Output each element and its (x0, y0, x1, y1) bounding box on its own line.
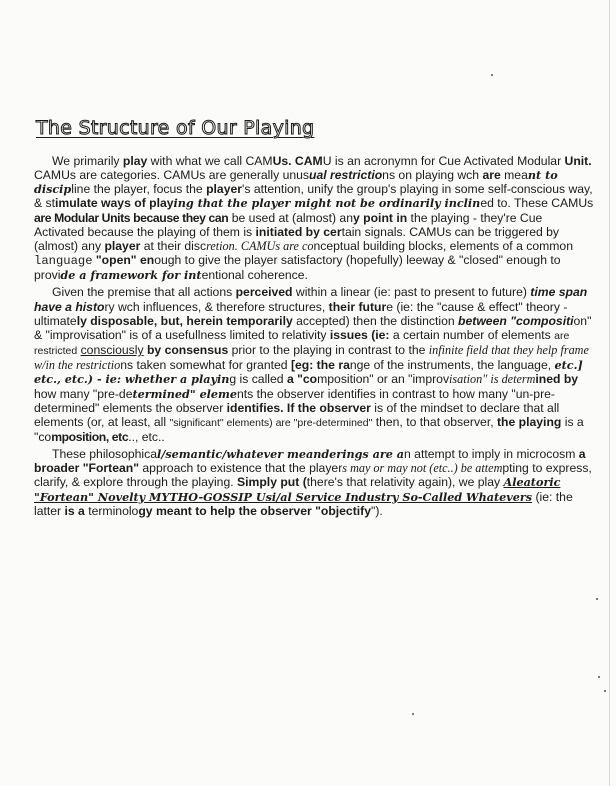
text-run: prior to the playing in contrast to the (228, 343, 429, 358)
text-run: are (482, 168, 501, 183)
text-run: player (206, 182, 243, 197)
text-run: imulate ways of play (55, 196, 174, 211)
text-run: be used at (almost) an (228, 210, 353, 225)
text-run: is of the mindset to declare that all elements (or, at least, all (34, 400, 560, 429)
text-run: tain signals. CAMUs can be triggered by (almost) any (34, 224, 560, 253)
text-run: is a (64, 503, 85, 518)
text-run: ly disposable, but, herein temporarily (76, 313, 293, 328)
text-run: Given the premise that all actions (52, 285, 236, 300)
text-run: initiated by cer (255, 224, 342, 239)
text-run: Aleatoric "Fortean" Novelty MYTHO-GOSSIP Usi/al Service Industry So-Called Whatevers (34, 475, 561, 504)
text-run: g is called (229, 372, 287, 387)
text-run: .., etc.. (128, 429, 165, 444)
text-run: are Modular Units because they can (34, 210, 229, 225)
text-run: l/semantic/whatever meanderings are a (157, 447, 405, 462)
text-run: by consensus (143, 343, 229, 358)
text-run: Us. CAM (272, 154, 323, 168)
text-run: We primarily (52, 154, 123, 168)
text-run: with what we call CAM (147, 154, 273, 168)
text-run: how many "pre-de (34, 386, 133, 401)
text-run: [eg: the ra (290, 358, 350, 373)
paragraph-premise (34, 285, 594, 444)
text-run: terminolo (84, 503, 139, 518)
text-run: a "co (286, 372, 318, 387)
text-run: Simply put ( (237, 475, 307, 490)
text-run: U is an acronymn for Cue Activated Modular (322, 154, 565, 168)
text-run: nge of the instruments, the language, (349, 358, 555, 373)
text-run: etc.] etc., etc.) - ie: whether a playin (34, 358, 583, 387)
text-run: the playing - they're Cue Activated because the playing of them is (34, 210, 543, 239)
text-run: mposition" or an "improv (317, 372, 450, 387)
scan-edge-line (609, 0, 610, 786)
text-run: line the player, focus the (71, 182, 207, 197)
text-run: Unit. (564, 154, 592, 168)
text-run: These philosophica (52, 447, 158, 462)
text-run: is a "co (34, 414, 584, 444)
text-run: 's attention, unify the group's playing in some self-conscious way, & st (34, 182, 593, 211)
text-run: within a linear (ie: past to present to future) (292, 285, 531, 300)
text-run: (ie: the latter (34, 489, 573, 518)
text-run: e (ie: the "cause & effect" theory - ultimate (34, 299, 568, 328)
text-run: time span have a histo (34, 285, 588, 314)
text-run: nt to discip (34, 168, 558, 197)
paragraph-camus (34, 154, 594, 282)
text-run: then, to that observer, (372, 414, 497, 429)
text-run: ed to. These CAMUs (480, 196, 594, 211)
text-run: ual restrictio (309, 168, 383, 183)
text-run: nts the observer identifies in contrast to how many "un-pre-determined" elements the observer (34, 386, 555, 415)
text-run: entional coherence. (201, 268, 308, 283)
text-run: identifies. If the observer (226, 400, 371, 415)
text-run: player (104, 238, 141, 253)
text-run: ined by (535, 372, 579, 387)
text-run: are restricted (34, 329, 570, 358)
scan-speck (596, 598, 598, 600)
text-run: ough to give the player satisfactory (hopefully) leeway & "closed" enough to provi (34, 253, 561, 283)
text-run: ry wch influences, & therefore structures, (104, 299, 329, 314)
scan-speck (491, 74, 493, 76)
scan-speck (604, 690, 606, 692)
paragraph-fortean (34, 447, 594, 518)
text-run: retion. CAMUs are co (206, 238, 314, 253)
text-run: gy meant to help the observer "objectify (138, 503, 371, 518)
text-run: accepted) then the distinction (292, 313, 459, 328)
text-run: y point in (353, 210, 408, 225)
text-run: ing that the player might not be ordinarily inclin (173, 196, 481, 211)
text-run: there's that relativity again), we play (306, 475, 504, 490)
page-title: The Structure of Our Playing (36, 117, 315, 139)
text-run: the playing (497, 414, 562, 429)
text-run: play (122, 154, 148, 168)
text-run: n attempt to imply in microcosm (404, 447, 579, 462)
text-run: consciously (80, 343, 144, 358)
text-run: their futur (328, 299, 387, 314)
text-run: CAMUs are categories. CAMUs are generally unus (34, 168, 310, 183)
text-run: mea (500, 168, 528, 183)
text-run: pting to express, clarify, & explore through the playing. (34, 461, 592, 490)
text-run: approach to existence that the player (139, 461, 343, 476)
text-run: isation" is determ (449, 372, 536, 387)
text-run: "significant" elements) are "pre-determined" (169, 416, 373, 429)
text-run: on" & "improvisation" is of a usefullness limited to relativity (34, 313, 592, 342)
text-run: de a framework for int (60, 268, 202, 283)
scan-speck (598, 676, 600, 678)
text-run: termined" eleme (132, 386, 238, 401)
text-run: s may or may not (etc..) be attem (342, 461, 503, 476)
text-run: a broader "Fortean" (34, 447, 586, 476)
text-run: perceived (235, 285, 293, 300)
text-run: ns taken somewhat for granted (120, 358, 291, 373)
text-run: between "compositi (458, 313, 574, 328)
text-run: "open" en (92, 253, 155, 268)
text-run: at their disc (140, 238, 207, 253)
text-run: ns on playing wch (382, 168, 483, 183)
text-run: infinite field that they help frame w/in the restrictio (34, 343, 589, 373)
body-text (34, 154, 594, 521)
text-run: a certain number of elements (389, 327, 555, 342)
text-run: issues (ie: (329, 327, 390, 342)
text-run: language (34, 254, 93, 269)
scan-speck (412, 713, 414, 715)
text-run: mposition, etc (51, 429, 129, 444)
text-run: "). (371, 503, 383, 518)
text-run: nceptual building blocks, elements of a common (313, 238, 573, 253)
